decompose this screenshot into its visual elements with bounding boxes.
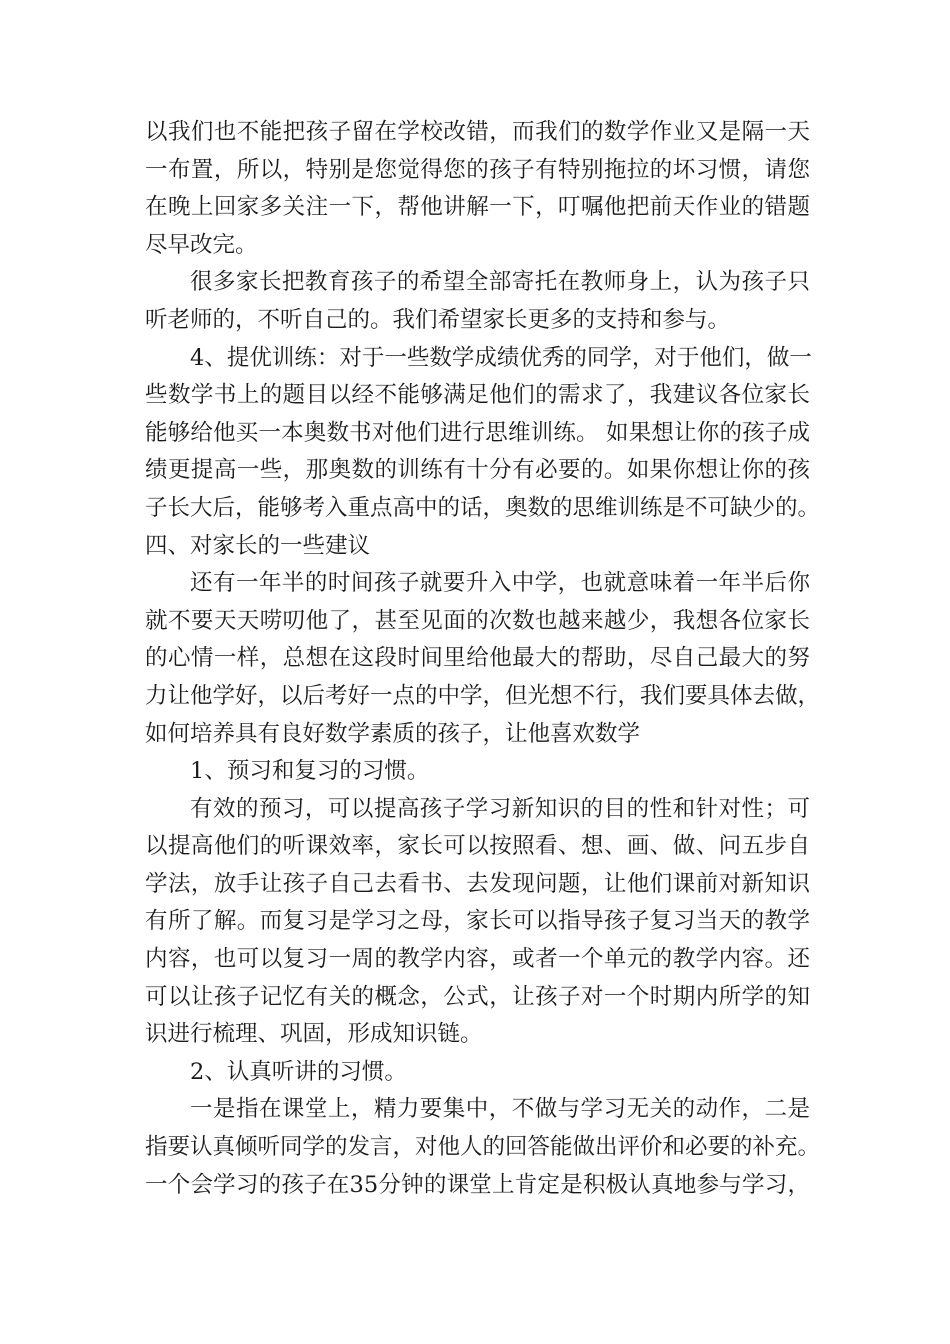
paragraph-first-line: 有效的预习，可以提高孩子学习新知识的目的性和针对性；可: [190, 795, 810, 822]
text-line: 识进行梳理、巩固，形成知识链。: [145, 1021, 483, 1048]
text-line: 绩更提高一些，那奥数的训练有十分有必要的。如果你想让你的孩: [145, 457, 810, 484]
text-line: 的心情一样，总想在这段时间里给他最大的帮助，尽自己最大的努: [145, 645, 810, 672]
text-line: 在晚上回家多关注一下，帮他讲解一下，叮嘱他把前天作业的错题: [145, 194, 810, 221]
text-line: 力让他学好，以后考好一点的中学，但光想不行，我们要具体去做，: [145, 682, 821, 709]
text-line: 以我们也不能把孩子留在学校改错，而我们的数学作业又是隔一天: [145, 119, 810, 145]
document-body: [145, 114, 821, 1204]
paragraph-first-line: 4、提优训练：对于一些数学成绩优秀的同学，对于他们，做一: [190, 344, 812, 371]
text-line: 尽早改完。: [145, 231, 258, 258]
text-line: 以提高他们的听课效率，家长可以按照看、想、画、做、问五步自: [145, 833, 810, 860]
text-line: 些数学书上的题目以经不能够满足他们的需求了，我建议各位家长: [145, 382, 810, 409]
paragraph-first-line: 很多家长把教育孩子的希望全部寄托在教师身上，认为孩子只: [190, 269, 810, 296]
text-line: 如何培养具有良好数学素质的孩子，让他喜欢数学: [145, 720, 641, 747]
text-line: 子长大后，能够考入重点高中的话，奥数的思维训练是不可缺少的。: [145, 494, 821, 521]
text-line: 指要认真倾听同学的发言，对他人的回答能做出评价和必要的补充。: [145, 1134, 821, 1161]
text-line: 有所了解。而复习是学习之母，家长可以指导孩子复习当天的教学: [145, 908, 810, 935]
text-line: 学法，放手让孩子自己去看书、去发现问题，让他们课前对新知识: [145, 870, 810, 897]
text-line: 能够给他买一本奥数书对他们进行思维训练。 如果想让你的孩子成: [145, 419, 810, 446]
text-line: 内容，也可以复习一周的教学内容，或者一个单元的教学内容。还: [145, 946, 810, 973]
text-line: 听老师的，不听自己的。我们希望家长更多的支持和参与。: [145, 306, 731, 333]
subheading: 1、预习和复习的习惯。: [190, 758, 430, 785]
text-line: 一个会学习的孩子在35分钟的课堂上肯定是积极认真地参与学习，: [145, 1171, 810, 1198]
paragraph-first-line: 还有一年半的时间孩子就要升入中学，也就意味着一年半后你: [190, 570, 810, 597]
paragraph-first-line: 一是指在课堂上，精力要集中，不做与学习无关的动作，二是: [190, 1096, 810, 1123]
text-line: 就不要天天唠叨他了，甚至见面的次数也越来越少，我想各位家长: [145, 607, 810, 634]
section-heading: 四、对家长的一些建议: [145, 532, 371, 559]
subheading: 2、认真听讲的习惯。: [190, 1058, 407, 1085]
text-line: 一布置，所以，特别是您觉得您的孩子有特别拖拉的坏习惯，请您: [145, 156, 810, 183]
text-line: 可以让孩子记忆有关的概念，公式，让孩子对一个时期内所学的知: [145, 983, 810, 1010]
